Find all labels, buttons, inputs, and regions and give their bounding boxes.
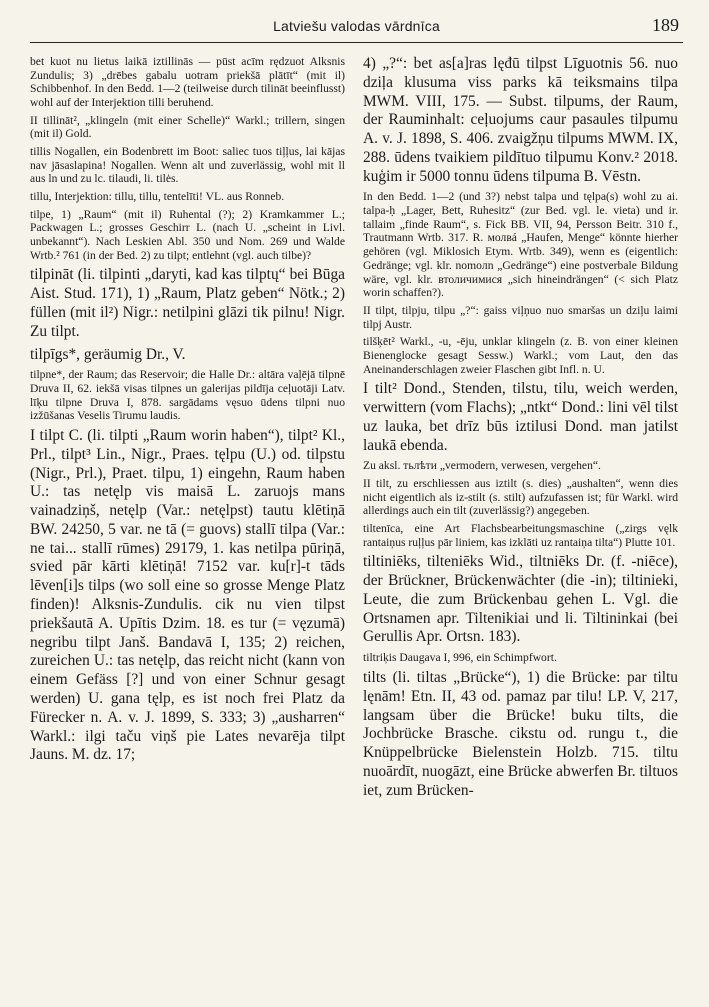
dictionary-entry: tilpināt (li. tilpinti „daryti, kad kas tilptų“ bei Būga Aist. Stud. 171), 1) „Raum, Platz geben“ Nötk.; 2) füllen (mit il²) Nigr.: netilpini glāzi tik pilnu! Nigr. Zu tilpt. — [30, 266, 345, 340]
dictionary-entry: Zu aksl. тьлѣти „vermodern, verwesen, vergehen“. — [363, 459, 601, 473]
dictionary-entry: 4) „?“: bet as[a]ras lęđū tilpst Līguotnis 56. nuo dziļa klusuma viss parks kā teiksmains tilpa MWM. VIII, 175. — Subst. tilpums, der Raum, der Rauminhalt: ceļuojums caur pasaules tilpumu A. v. J. 1898, S. 406. zvaigžņu tilpums MWM. IX, 288. ūdens tvaikiem pildītuo tilpumu Konv.² 2018. kuģim ir 5000 tonnu ūdens tilpuma B. Vēstn. — [363, 55, 678, 185]
text-columns — [30, 55, 683, 1000]
left-column — [30, 55, 345, 1000]
dictionary-entry: tilpne*, der Raum; das Reservoir; die Halle Dr.: altāra vaļējā tilpnē Druva II, 62. iekšā visas tilpnes un galerijas pildīja ceļuotāji Latv. līķu tilpne Druva I, 878. sargādams vęsuo ūdens tilpni nuo izžūšanas Veselis Tirumu laudis. — [30, 368, 345, 423]
dictionary-entry: tilpe, 1) „Raum“ (mit il) Ruhental (?); 2) Kramkammer L.; Packwagen L.; grosses Geschirr L. (nach U. „scheint in Livl. unbekannt“). Nach Leskien Abl. 350 und Nom. 269 und Walde Wrtb.² 761 (in der Bed. 2) zu tilpt; entlehnt (vgl. auch tilbe)? — [30, 207, 345, 262]
dictionary-entry: bet kuot nu lietus laikā iztillinās — pūst acīm rędzuot Alksnis Zundulis; 3) „drēbes gabalu uotram priekšā plātīt“ (mit il) Schibbenhof. In den Bedd. 1—2 (teilweise durch tilināt beeinflusst) wohl auf der Interjektion tilli beruhend. — [30, 55, 345, 110]
dictionary-entry: tilpīgs*, geräumig Dr., V. — [30, 345, 186, 363]
dictionary-entry: tiltriķis Daugava I, 996, ein Schimpfwort. — [363, 651, 557, 665]
dictionary-entry: II tilt, zu erschliessen aus iztilt (s. dies) „aushalten“, wenn dies nicht eigentlich als iz-stilt (s. stilt) aufzufassen ist; für Warkl. wird allerdings auch ein tilt (zuverlässig?) angegeben. — [363, 477, 678, 518]
dictionary-entry: tilts (li. tiltas „Brücke“), 1) die Brücke: par tiltu lęnām! Etn. II, 43 od. pamaz par tilu! LP. V, 217, langsam über die Brücke! buku tilts, die Jochbrücke Brasche. cikstu od. rungu t., die Knüppelbrücke Bielenstein Holzb. 715. tiltu nuoārdīt, nuogāzt, eine Brücke abwerfen Br. tiltuos iet, zum Brücken- — [363, 668, 678, 799]
right-column — [363, 55, 678, 1000]
dictionary-entry: tiltenīca, eine Art Flachsbearbeitungsmaschine („zirgs vęlk rantaiņus ruļļus pār liniem, kas izklāti uz rantaiņa tilta“) Plutte 101. — [363, 522, 678, 549]
dictionary-entry: II tillināt², „klingeln (mit einer Schelle)“ Warkl.; trillern, singen (mit il) Gold. — [30, 113, 345, 141]
page-header — [30, 14, 683, 43]
page-number: 189 — [652, 15, 679, 35]
dictionary-entry: In den Bedd. 1—2 (und 3?) nebst talpa und tęlpa(s) wohl zu ai. talpa-ḥ „Lager, Bett, Ruhesitz“ (zur Bed. vgl. le. vieta) und ir. tallaim „finde Raum“, s. Fick BB. VII, 94, Persson Beitr. 310 f., Trautmann Wrtb. 317. R. молвá „Haufen, Menge“ könnte hierher gehören (vgl. Miklosich Etym. Wrtb. 349), wenn es (eigentlich: Gedränge; vgl. klr. nomoлn „Gedränge“) eine postverbale Bildung wäre, vgl. klr. втоличимися „sich hineindrängen“ (< sich Platz worin schaffen?). — [363, 190, 678, 300]
running-title: Latviešu valodas vārdnīca — [273, 18, 440, 34]
dictionary-entry: I tilpt C. (li. tilpti „Raum worin haben“), tilpt² Kl., Prl., tilpt³ Lin., Nigr., Praes. tęlpu (U.) od. tilpstu (Nigr., Prl.), Praet. tilpu, 1) eingehn, Raum haben U.: tas netęlp vis maisā L. zaruojs mans vainadziņš, netęlp (Var.: netęlpst) tautu klētiņā BW. 24250, 5 var. ne tā (= guovs) stallī tilpa (Var.: ne tai... stallī rūmes) 29179, 1. kas netilpa pūriņā, svied pār kārti klētiņā! 7152 var. ku[r]-t tāds lēven[i]s tilps (wo soll eine so grosse Menge Platz finden)! Alksnis-Zundulis. cik nu vien tilpst priekšautā A. Upītis Dzim. 18. es tur (= vęzumā) negribu tilpt Janš. Bandavā I, 135; 2) reichen, zureichen U.: tas netęlp, das reicht nicht (kann von einem Gefäss [?] und von einer Schnur gesagt werden) U. gana tęlp, es ist noch frei Platz da Fürecker n. A. v. J. 1899, S. 333; 3) „ausharren“ Warkl.: ilgi taču viņš pie Lates nevarēja tilpt Jauns. M. dz. 17; — [30, 427, 345, 764]
dictionary-entry: tilšķēt² Warkl., -u, -ēju, unklar klingeln (z. B. von einer kleinen Bienenglocke gesagt Sessw.) Warkl.; vom Laut, den das Aneinanderschlagen zweier Flaschen gibt Infl. n. U. — [363, 335, 678, 376]
dictionary-entry: I tilt² Dond., Stenden, tilstu, tilu, weich werden, verwittern (vom Flachs); „ntkt“ Dond.: lini vēl tilst uz lauka, bet drīz būs iztilusi Dond. man jatilst laukā ebenda. — [363, 380, 678, 454]
dictionary-entry: tillu, Interjektion: tillu, tillu, tentelīti! VL. aus Ronneb. — [30, 190, 285, 204]
dictionary-entry: II tilpt, tilpju, tilpu „?“: gaiss viļņuo nuo smaršas un dziļu laimi tilpj Austr. — [363, 303, 678, 331]
dictionary-entry: tiltiniēks, tilteniēks Wid., tiltniēks Dr. (f. -niēce), der Brückner, Brückenwächter (die -in); tiltinieki, Leute, die zum Brückenbau gehen L. Vgl. die Ortsnamen apr. Tiltenikiai und li. Tiltininkai (bei Gerullis Apr. Ortsn. 183). — [363, 553, 678, 646]
dictionary-entry: tillis Nogallen, ein Bodenbrett im Boot: saliec tuos tiļļus, lai kājas nav jāsaslapina! Nogallen. Wenn alt und zuverlässig, wohl mit ll aus ln und zu lc. tilaudi, li. tilės. — [30, 145, 345, 186]
